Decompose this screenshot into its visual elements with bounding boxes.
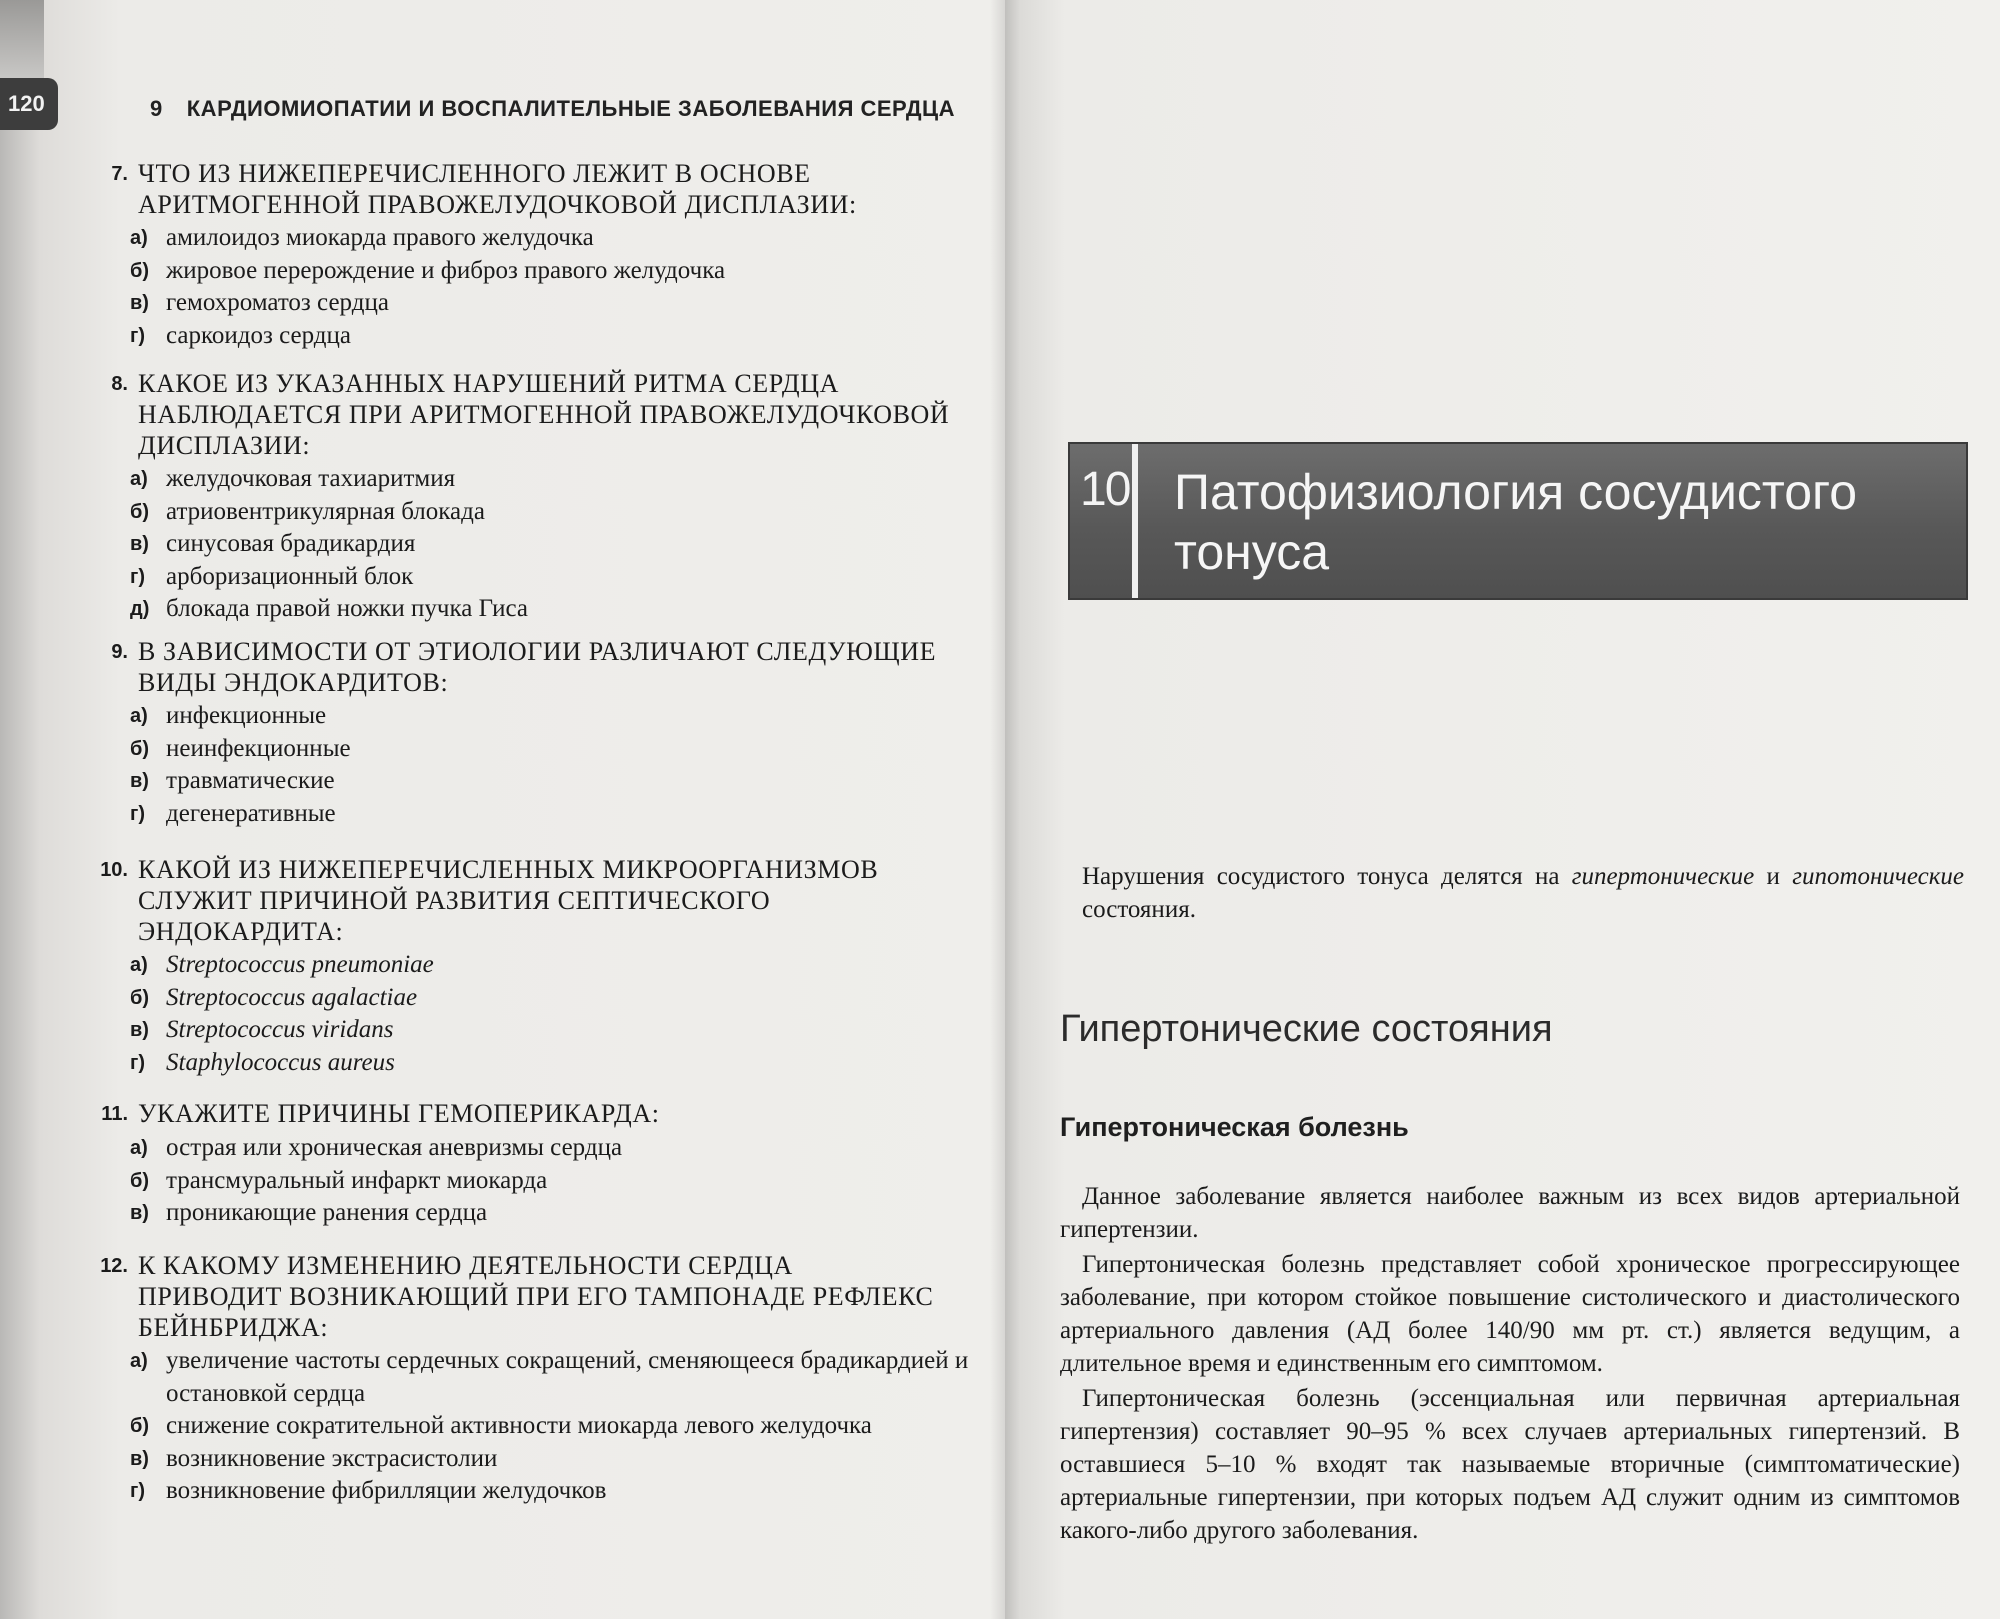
answer-item	[130, 1047, 1005, 1080]
answer-item	[130, 1132, 1005, 1165]
body-paragraph: Гипертоническая болезнь (эссенциальная или первичная артериальная гипертензия) составляет 90–95 % всех случаев артериальных гипертензий. В оставшиеся 5–10 % входят так называемые вторичные (симптоматические) артериальные гипертензии, при которых подъем АД служит одним из симптомов какого-либо другого заболевания.	[1060, 1385, 1960, 1544]
answer-letter: г)	[130, 565, 145, 588]
answer-item	[130, 733, 1005, 766]
question-10	[88, 854, 1005, 1079]
answer-list	[130, 1345, 1005, 1508]
answer-item	[130, 496, 1005, 529]
answer-letter: б)	[130, 259, 150, 282]
answer-letter: б)	[130, 1415, 150, 1437]
answer-text: Streptococcus agalactiae	[166, 983, 418, 1011]
answer-item	[130, 765, 1005, 798]
answer-item	[130, 1014, 1005, 1047]
answer-text: саркоидоз сердца	[166, 321, 351, 349]
answer-text: неинфекционные	[166, 734, 351, 762]
question-text: КАКОЙ ИЗ НИЖЕПЕРЕЧИСЛЕННЫХ МИКРООРГАНИЗМОВ СЛУЖИТ ПРИЧИНОЙ РАЗВИТИЯ СЕПТИЧЕСКОГО ЭНДОКАРДИТА:	[138, 855, 879, 946]
answer-item	[130, 700, 1005, 733]
running-head	[150, 96, 955, 122]
intro-text-end: состояния.	[1082, 896, 1196, 923]
answer-text: Staphylococcus aureus	[166, 1048, 395, 1076]
intro-text-start: Нарушения сосудистого тонуса делятся на	[1082, 863, 1572, 890]
chapter-divider	[1132, 444, 1138, 598]
question-number: 10.	[100, 859, 128, 881]
answer-text: травматические	[166, 767, 335, 794]
answer-item	[130, 222, 1005, 255]
question-number: 12.	[100, 1255, 128, 1277]
answer-letter: б)	[130, 500, 150, 523]
answer-item	[130, 982, 1005, 1015]
answer-letter: в)	[130, 1447, 149, 1470]
answer-item	[130, 949, 1005, 982]
answer-text: острая или хроническая аневризмы сердца	[166, 1134, 623, 1161]
chapter-banner	[1068, 442, 1968, 600]
answer-list	[130, 222, 1005, 352]
intro-text-mid: и	[1754, 863, 1793, 890]
answer-item	[130, 1475, 1005, 1508]
answer-text: синусовая брадикардия	[166, 530, 416, 557]
answer-letter: а)	[130, 1137, 148, 1159]
answer-item	[130, 1197, 1005, 1230]
answer-text: желудочковая тахиаритмия	[166, 465, 456, 492]
intro-term-hypotonic: гипотонические	[1792, 863, 1964, 890]
answer-letter: в)	[130, 1202, 149, 1224]
answer-item	[130, 463, 1005, 496]
page-edge-shadow	[0, 0, 44, 80]
answer-letter: а)	[130, 954, 148, 976]
intro-paragraph	[1082, 860, 1964, 926]
answer-letter: г)	[130, 1480, 145, 1502]
answer-letter: б)	[130, 737, 150, 760]
answer-list	[130, 949, 1005, 1079]
answer-item	[130, 255, 1005, 288]
answer-text: снижение сократительной активности миокарда левого желудочка	[166, 1412, 872, 1439]
question-text: КАКОЕ ИЗ УКАЗАННЫХ НАРУШЕНИЙ РИТМА СЕРДЦА НАБЛЮДАЕТСЯ ПРИ АРИТМОГЕННОЙ ПРАВОЖЕЛУДОЧКОВОЙ ДИСПЛАЗИИ:	[138, 369, 950, 460]
answer-text: амилоидоз миокарда правого желудочка	[166, 224, 594, 251]
answer-letter: д)	[130, 598, 150, 620]
answer-letter: в)	[130, 1019, 149, 1041]
answer-item	[130, 1410, 1005, 1443]
answer-letter: а)	[130, 227, 148, 249]
answer-letter: в)	[130, 533, 149, 555]
question-text: УКАЖИТЕ ПРИЧИНЫ ГЕМОПЕРИКАРДА:	[138, 1099, 660, 1128]
answer-item	[130, 320, 1005, 353]
answer-text: Streptococcus pneumoniae	[166, 951, 434, 978]
answer-item	[130, 1165, 1005, 1198]
question-text: В ЗАВИСИМОСТИ ОТ ЭТИОЛОГИИ РАЗЛИЧАЮТ СЛЕДУЮЩИЕ ВИДЫ ЭНДОКАРДИТОВ:	[138, 637, 937, 697]
running-head-chapter-number: 9	[150, 96, 163, 121]
answer-text: увеличение частоты сердечных сокращений, сменяющееся брадикардией и остановкой сердца	[166, 1347, 969, 1407]
answer-letter: в)	[130, 292, 149, 314]
question-text: К КАКОМУ ИЗМЕНЕНИЮ ДЕЯТЕЛЬНОСТИ СЕРДЦА ПРИВОДИТ ВОЗНИКАЮЩИЙ ПРИ ЕГО ТАМПОНАДЕ РЕФЛЕКС БЕЙНБРИДЖА:	[138, 1251, 934, 1342]
question-8	[88, 368, 1005, 626]
answer-text: дегенеративные	[166, 799, 336, 827]
book-gutter	[990, 0, 1020, 1619]
answer-letter: г)	[130, 802, 145, 825]
question-number: 8.	[111, 373, 128, 395]
answer-text: атриовентрикулярная блокада	[166, 497, 485, 525]
answer-item	[130, 593, 1005, 626]
question-number: 9.	[111, 641, 128, 663]
question-7	[88, 158, 1005, 352]
answer-text: возникновение экстрасистолии	[166, 1444, 498, 1472]
question-9	[88, 636, 1005, 830]
page-number: 120	[0, 78, 58, 130]
body-text	[1060, 1180, 1960, 1549]
answer-item	[130, 561, 1005, 594]
section-heading: Гипертонические состояния	[1060, 1008, 1553, 1050]
answer-text: жировое перерождение и фиброз правого желудочка	[166, 256, 726, 284]
question-11	[88, 1098, 1005, 1230]
answer-text: гемохроматоз сердца	[166, 289, 389, 316]
question-number: 11.	[101, 1103, 128, 1125]
answer-list	[130, 700, 1005, 830]
subsection-heading: Гипертоническая болезнь	[1060, 1112, 1409, 1142]
chapter-number: 10	[1080, 463, 1130, 516]
answer-item	[130, 528, 1005, 561]
answer-letter: в)	[130, 770, 149, 792]
answer-text: трансмуральный инфаркт миокарда	[166, 1166, 548, 1194]
body-paragraph: Данное заболевание является наиболее важным из всех видов артериальной гипертензии.	[1060, 1183, 1960, 1243]
answer-letter: а)	[130, 468, 148, 490]
answer-letter: а)	[130, 705, 148, 727]
answer-text: возникновение фибрилляции желудочков	[166, 1477, 607, 1504]
intro-term-hypertonic: гипертонические	[1571, 863, 1755, 890]
answer-text: проникающие ранения сердца	[166, 1199, 488, 1226]
body-paragraph: Гипертоническая болезнь представляет собой хроническое прогрессирующее заболевание, при котором стойкое повышение систолического и диастолического артериального давления (АД более 140/90 мм рт. ст.) является ведущим, а длительное время и единственным его симптомом.	[1060, 1251, 1960, 1377]
answer-text: инфекционные	[166, 702, 327, 729]
question-text: ЧТО ИЗ НИЖЕПЕРЕЧИСЛЕННОГО ЛЕЖИТ В ОСНОВЕ АРИТМОГЕННОЙ ПРАВОЖЕЛУДОЧКОВОЙ ДИСПЛАЗИИ:	[138, 159, 857, 219]
question-number: 7.	[111, 163, 128, 185]
answer-letter: а)	[130, 1350, 148, 1372]
answer-letter: г)	[130, 1051, 145, 1074]
answer-text: Streptococcus viridans	[166, 1016, 394, 1043]
answer-list	[130, 463, 1005, 626]
answer-item	[130, 287, 1005, 320]
answer-text: блокада правой ножки пучка Гиса	[166, 595, 528, 622]
answer-item	[130, 1345, 1005, 1410]
answer-letter: б)	[130, 986, 150, 1009]
answer-item	[130, 1443, 1005, 1476]
answer-letter: б)	[130, 1169, 150, 1192]
answer-letter: г)	[130, 324, 145, 347]
running-head-title: КАРДИОМИОПАТИИ И ВОСПАЛИТЕЛЬНЫЕ ЗАБОЛЕВАНИЯ СЕРДЦА	[186, 96, 955, 121]
answer-item	[130, 798, 1005, 831]
answer-text: арборизационный блок	[166, 562, 414, 590]
question-12	[88, 1250, 1005, 1508]
chapter-title: Патофизиология сосудистого тонуса	[1174, 464, 1858, 580]
answer-list	[130, 1132, 1005, 1230]
